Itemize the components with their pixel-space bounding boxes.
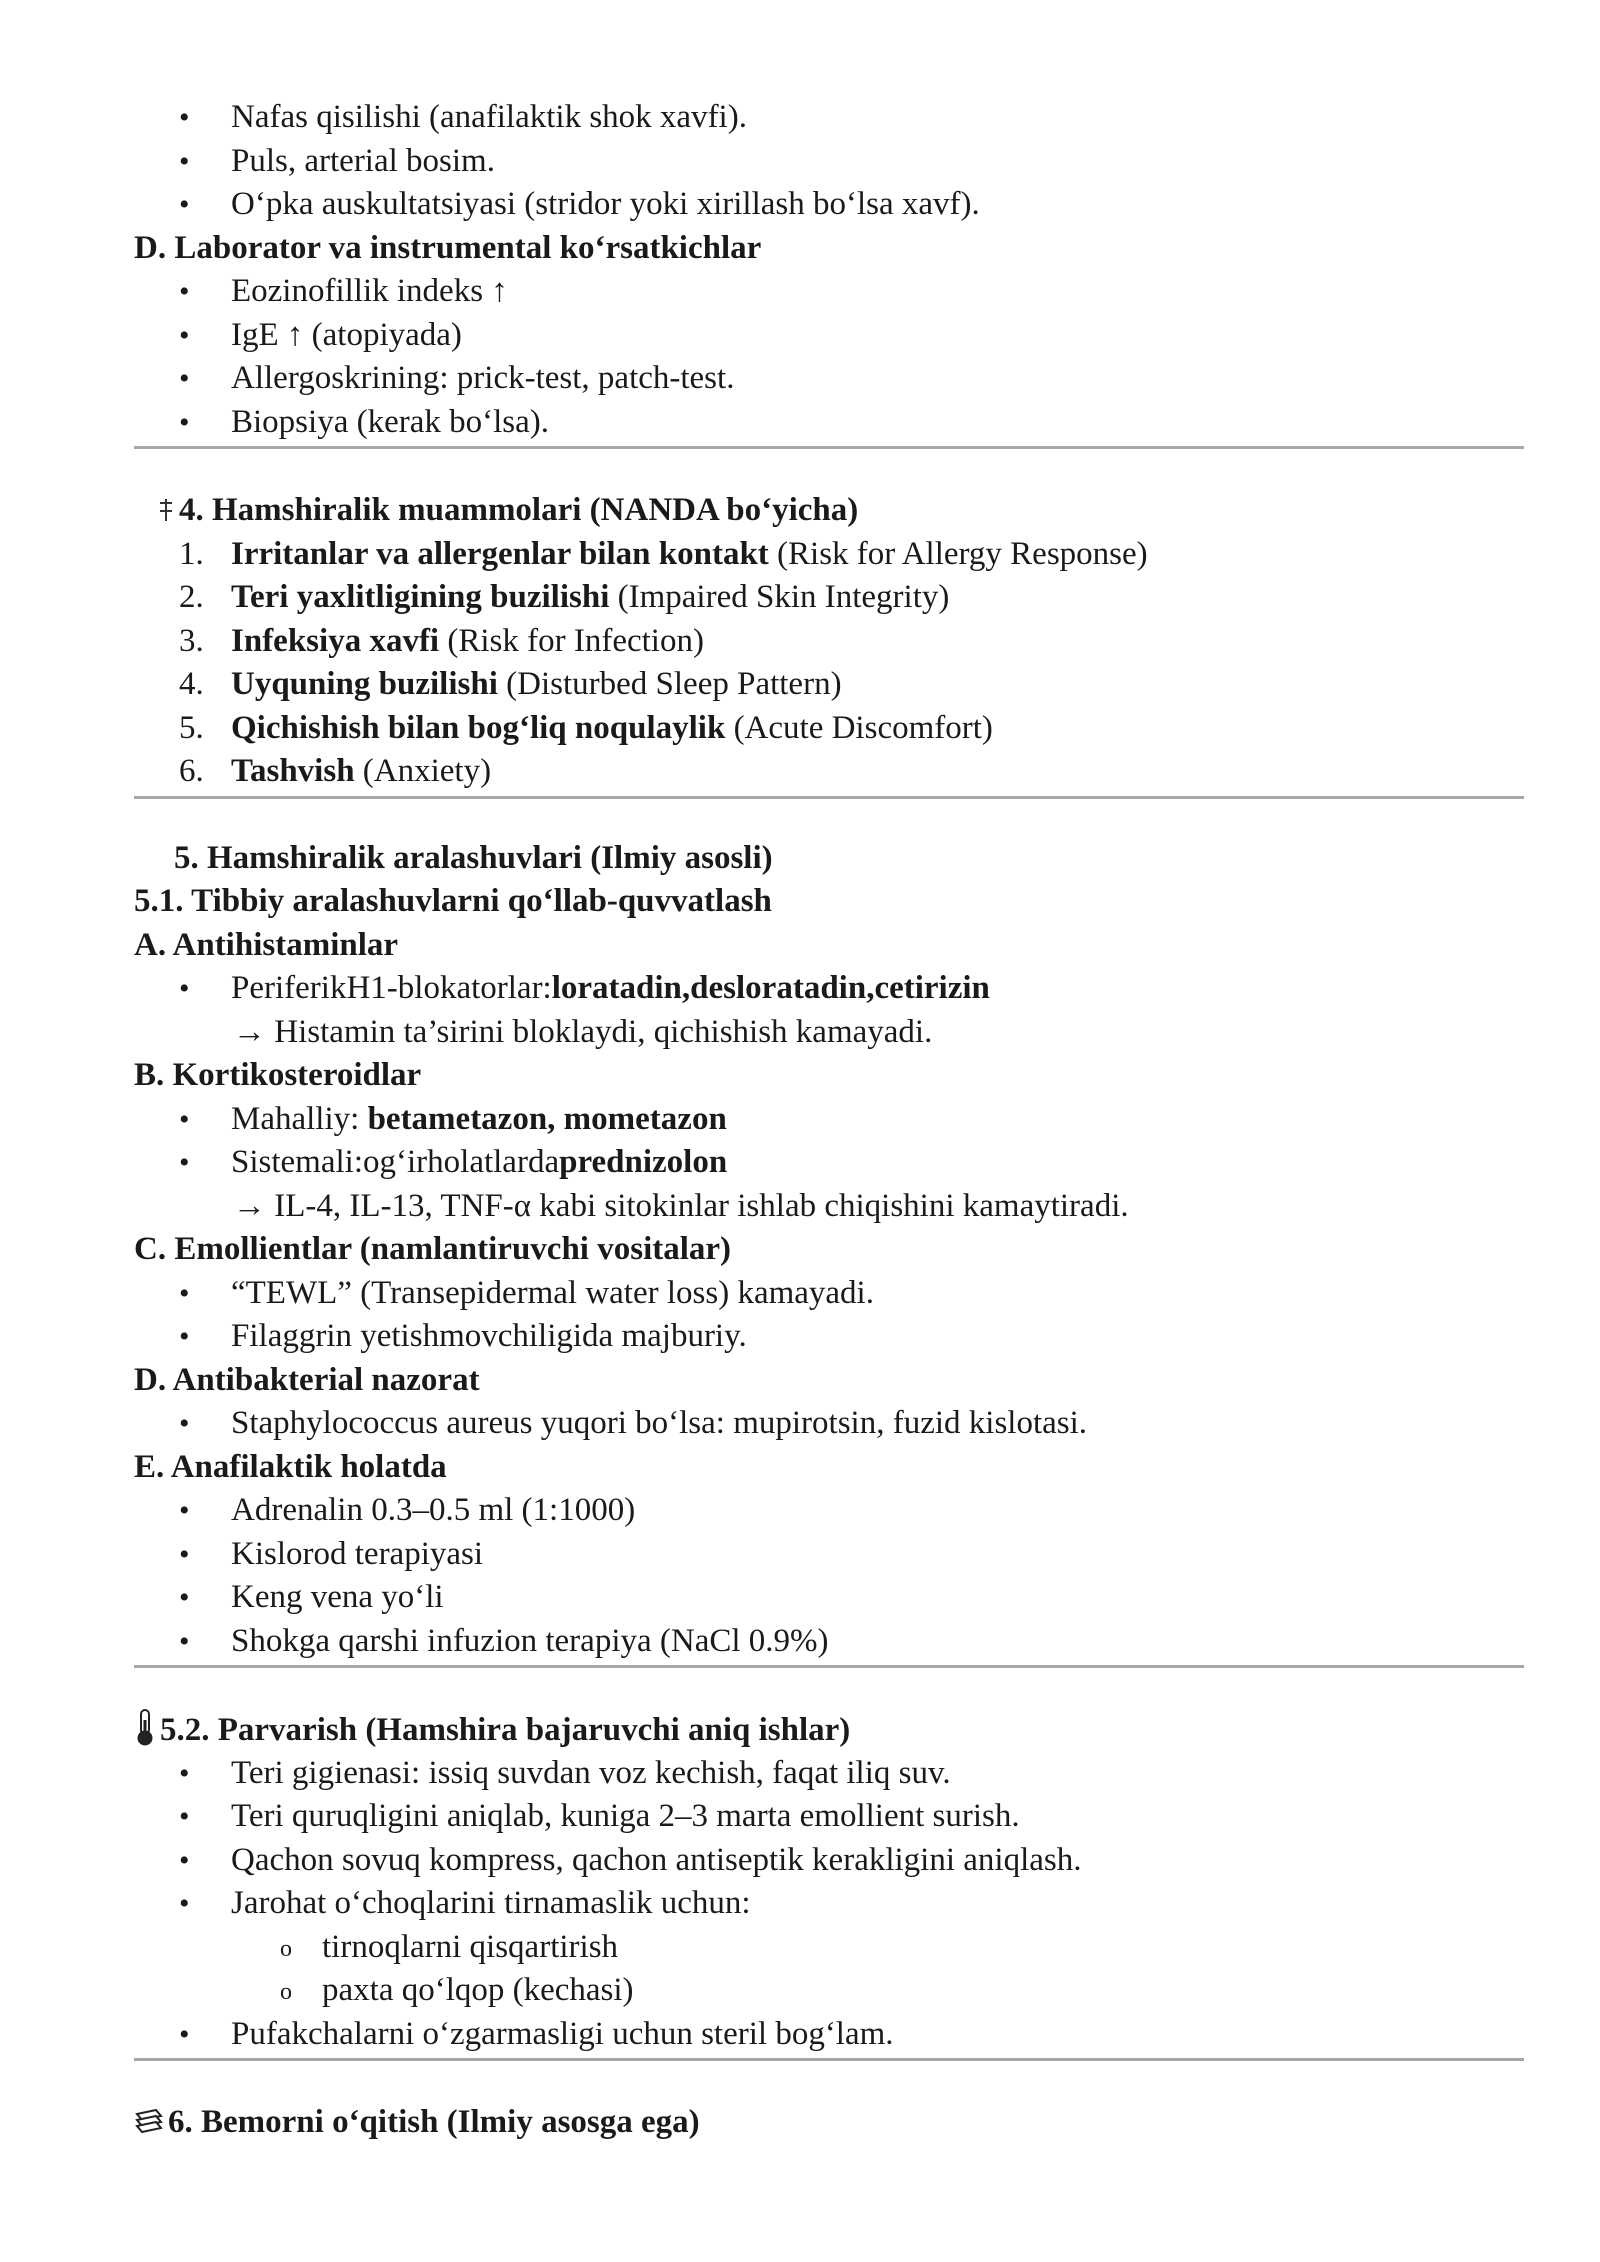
- list-item: • Teri quruqligini aniqlab, kuniga 2–3 marta emollient surish.: [134, 1795, 1524, 1839]
- list-item: • Sistemali:og‘irholatlardaprednizolon: [134, 1141, 1524, 1185]
- sub-list-item: o tirnoqlarni qisqartirish: [134, 1926, 1524, 1970]
- list-item: • Biopsiya (kerak bo‘lsa).: [134, 401, 1524, 445]
- list-item: 3. Infeksiya xavfi (Risk for Infection): [179, 622, 704, 659]
- list-item: • Kislorod terapiyasi: [134, 1533, 1524, 1577]
- list-item-continuation: → IL-4, IL-13, TNF-α kabi sitokinlar ishlab chiqishini kamaytiradi.: [233, 1187, 1129, 1224]
- subsection-b-heading: B. Kortikosteroidlar: [134, 1057, 422, 1093]
- list-item: 2. Teri yaxlitligining buzilishi (Impaired Skin Integrity): [179, 579, 950, 615]
- list-item-continuation: → Histamin ta’sirini bloklaydi, qichishish kamayadi.: [233, 1013, 933, 1050]
- pin-icon: [157, 489, 175, 533]
- section-4-heading: 4. Hamshiralik muammolari (NANDA bo‘yicha): [134, 489, 1524, 533]
- list-item: • Staphylococcus aureus yuqori bo‘lsa: mupirotsin, fuzid kislotasi.: [134, 1402, 1524, 1446]
- list-item: • Keng vena yo‘li: [134, 1576, 1524, 1620]
- sub-list-item: o paxta qo‘lqop (kechasi): [134, 1969, 1524, 2013]
- section-5-2-heading: 5.2. Parvarish (Hamshira bajaruvchi aniq ishlar): [134, 1708, 1524, 1752]
- document-page: [134, 96, 1524, 2145]
- list-item: • “TEWL” (Transepidermal water loss) kamayadi.: [134, 1272, 1524, 1316]
- section-6-heading: 6. Bemorni o‘qitish (Ilmiy asosga ega): [134, 2101, 1524, 2145]
- list-item: • Allergoskrining: prick-test, patch-test.: [134, 357, 1524, 401]
- thermometer-icon: [134, 1708, 156, 1753]
- list-item: • Puls, arterial bosim.: [134, 140, 1524, 184]
- list-item: 1. Irritanlar va allergenlar bilan kontakt (Risk for Allergy Response): [179, 535, 1148, 572]
- list-item: • Teri gigienasi: issiq suvdan voz kechish, faqat iliq suv.: [134, 1752, 1524, 1796]
- list-item: • Mahalliy: betametazon, mometazon: [134, 1098, 1524, 1142]
- list-item: 6. Tashvish (Anxiety): [179, 753, 492, 789]
- list-item: • O‘pka auskultatsiyasi (stridor yoki xirillash bo‘lsa xavf).: [134, 183, 1524, 227]
- subsection-e-heading: E. Anafilaktik holatda: [134, 1448, 447, 1485]
- section-heading-d-lab: D. Laborator va instrumental ko‘rsatkichlar: [134, 229, 762, 266]
- list-item: 4. Uyquning buzilishi (Disturbed Sleep Pattern): [179, 666, 842, 702]
- list-item: • Pufakchalarni o‘zgarmasligi uchun steril bog‘lam.: [134, 2013, 1524, 2057]
- subsection-c-heading: C. Emollientlar (namlantiruvchi vositalar): [134, 1231, 732, 1267]
- section-5-1-heading: 5.1. Tibbiy aralashuvlarni qo‘llab-quvvatlash: [134, 883, 772, 919]
- list-item: • Eozinofillik indeks ↑: [134, 270, 1524, 314]
- list-item: • IgE ↑ (atopiyada): [134, 314, 1524, 358]
- section-5-heading: 5. Hamshiralik aralashuvlari (Ilmiy asosli): [174, 839, 773, 876]
- subsection-d-heading: D. Antibakterial nazorat: [134, 1361, 480, 1398]
- subsection-a-heading: A. Antihistaminlar: [134, 926, 399, 963]
- list-item: • Nafas qisilishi (anafilaktik shok xavfi).: [134, 96, 1524, 140]
- list-item: 5. Qichishish bilan bog‘liq noqulaylik (Acute Discomfort): [179, 709, 993, 746]
- list-item: • Qachon sovuq kompress, qachon antiseptik kerakligini aniqlash.: [134, 1839, 1524, 1883]
- list-item: • Filaggrin yetishmovchiligida majburiy.: [134, 1315, 1524, 1359]
- list-item: • Shokga qarshi infuzion terapiya (NaCl 0.9%): [134, 1620, 1524, 1664]
- list-item: • Jarohat o‘choqlarini tirnamaslik uchun:: [134, 1882, 1524, 1926]
- books-icon: [134, 2101, 164, 2145]
- list-item: • PeriferikH1-blokatorlar:loratadin,desloratadin,cetirizin: [134, 967, 1524, 1011]
- list-item: • Adrenalin 0.3–0.5 ml (1:1000): [134, 1489, 1524, 1533]
